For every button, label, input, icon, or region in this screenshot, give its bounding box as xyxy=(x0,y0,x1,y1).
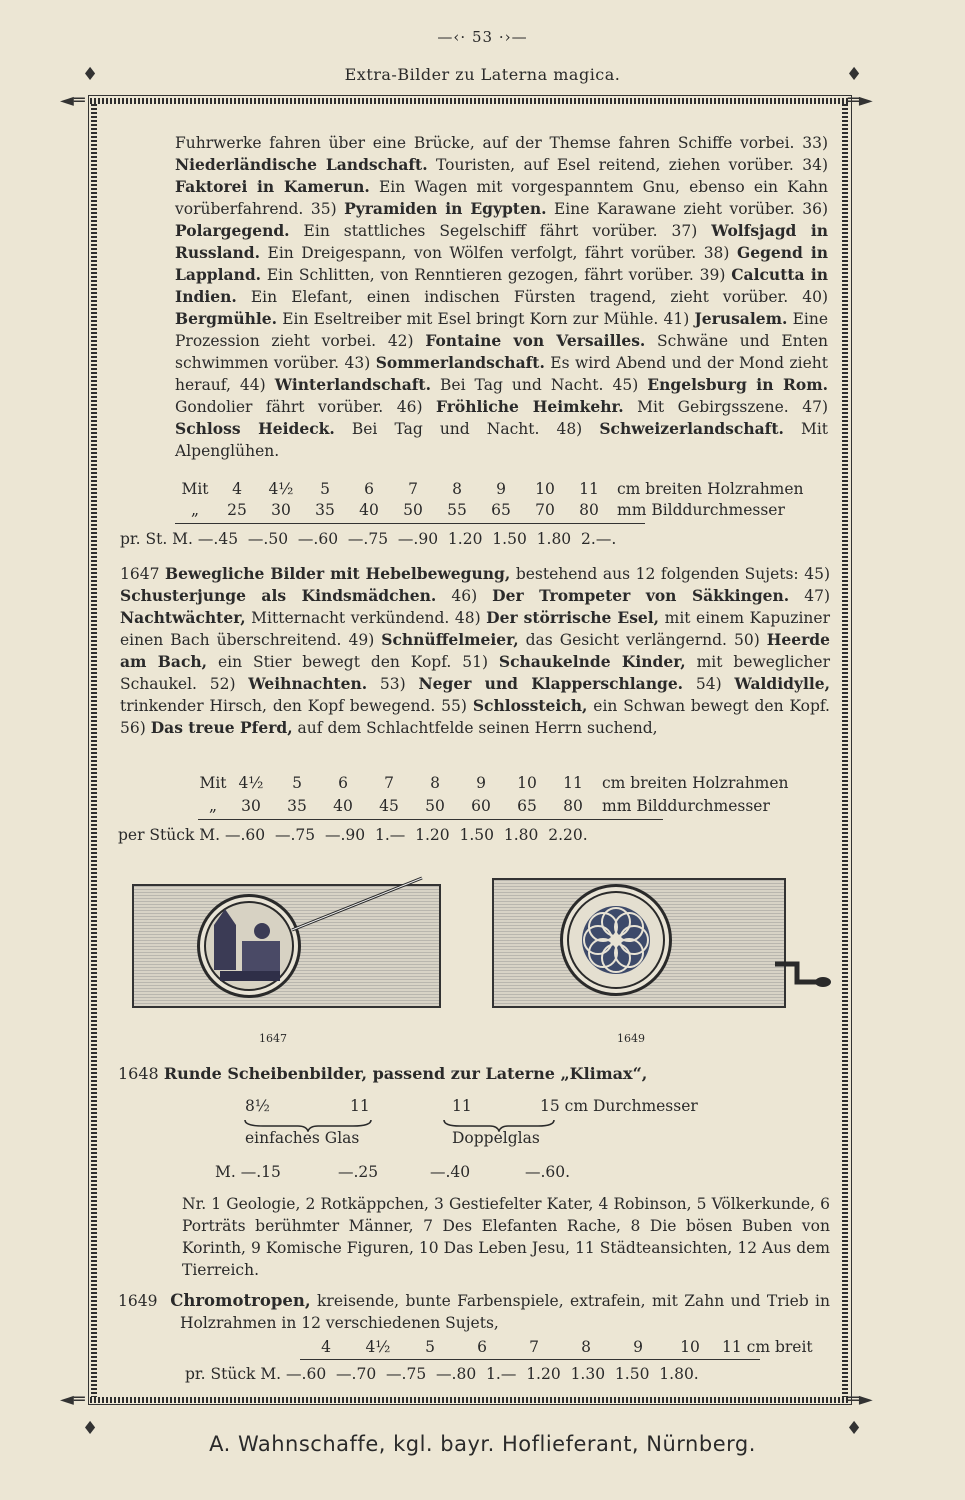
section-1648-heading xyxy=(118,1064,647,1083)
row-value: 8 xyxy=(452,480,462,498)
corner-ornament-top-right-icon: ═► xyxy=(848,90,873,111)
row-value: 11 xyxy=(579,480,599,498)
row-value: 50 xyxy=(425,797,445,815)
row-value: 60 xyxy=(471,797,491,815)
section-1649-title: Chromotropen, xyxy=(170,1291,311,1310)
section-1646 xyxy=(175,132,828,462)
right-rail xyxy=(842,104,848,1397)
figure-1647-caption: 1647 xyxy=(259,1032,287,1045)
section-1649-text xyxy=(118,1290,830,1334)
item-title: Nachtwächter, xyxy=(120,608,246,627)
size-3: 11 xyxy=(452,1097,472,1115)
row-value: 7 xyxy=(384,774,394,792)
item-text: 54) xyxy=(683,675,735,693)
item-title: Schlossteich, xyxy=(472,696,588,715)
item-text: Bei Tag und Nacht. 45) xyxy=(430,376,648,394)
section-1647-rule xyxy=(198,819,663,820)
section-1649-size-row xyxy=(300,1336,840,1358)
item-title: Der störrische Esel, xyxy=(486,608,660,627)
row-value: 4½ xyxy=(365,1338,391,1356)
row-value: 9 xyxy=(496,480,506,498)
row-suffix: cm breiten Holzrahmen xyxy=(617,480,804,498)
row-suffix: mm Bilddurchmesser xyxy=(602,797,770,815)
section-1647-price-line: per Stück M. —.60 —.75 —.90 1.— 1.20 1.50 1.80 2.20. xyxy=(118,826,588,844)
row-value: 9 xyxy=(476,774,486,792)
price-4: —.60. xyxy=(525,1163,571,1181)
row-value: 4 xyxy=(232,480,242,498)
top-rail xyxy=(90,98,848,104)
row-value: 4½ xyxy=(268,480,294,498)
item-title: Neger und Klapperschlange. xyxy=(418,674,684,693)
item-text: Gondolier fährt vorüber. 46) xyxy=(175,398,436,416)
item-text: 46) xyxy=(436,587,493,605)
row-value: 6 xyxy=(338,774,348,792)
item-text: das Gesicht verlängernd. 50) xyxy=(518,631,767,649)
item-text: Ein Wagen mit vorgespanntem Gnu, ebenso ein Kahn vorüberfahrend. 35) xyxy=(175,178,828,218)
row-value: 6 xyxy=(364,480,374,498)
section-1648-description: Nr. 1 Geologie, 2 Rotkäppchen, 3 Gestiefelter Kater, 4 Robinson, 5 Völkerkunde, 6 Porträts berühmter Männer, 7 Des Elefanten Rache, 8 Die bösen Buben von Korinth, 9 Komische Figuren, 10 Das Leben Jesu, 11 Städteansichten, 12 Aus dem Tierreich. xyxy=(182,1195,830,1279)
row-suffix: 11 cm breit xyxy=(722,1338,813,1356)
item-title: Schaukelnde Kinder, xyxy=(498,652,686,671)
row-value: 30 xyxy=(241,797,261,815)
figure-1649-disc xyxy=(560,884,672,996)
item-text: mit einem Kapuziner einen Bach überschreitend. 49) xyxy=(120,609,830,649)
item-title: Schloss Heideck. xyxy=(175,419,335,438)
corner-ornament-bottom-right-icon: ═► xyxy=(848,1389,873,1410)
section-1647-diameter-row xyxy=(198,795,838,817)
row-value: 65 xyxy=(517,797,537,815)
section-1648-title: Runde Scheibenbilder, passend zur Laterne „Klimax“, xyxy=(163,1064,648,1083)
section-1649-number: 1649 xyxy=(118,1292,158,1310)
running-head: Extra-Bilder zu Laterna magica. xyxy=(344,65,621,84)
size-1: 8½ xyxy=(245,1097,270,1115)
item-text: bestehend aus 12 folgenden Sujets: 45) xyxy=(510,565,830,583)
section-1649-rule xyxy=(300,1359,760,1360)
item-text: Touristen, auf Esel reitend, ziehen vorüber. 34) xyxy=(427,156,828,174)
row-value: 10 xyxy=(535,480,555,498)
row-value: 4½ xyxy=(238,774,264,792)
row-suffix: cm breiten Holzrahmen xyxy=(602,774,789,792)
row-value: 35 xyxy=(315,501,335,519)
item-text: Ein Dreigespann, von Wölfen verfolgt, fährt vorüber. 38) xyxy=(260,244,737,262)
section-1646-price-line: pr. St. M. —.45 —.50 —.60 —.75 —.90 1.20 1.50 1.80 2.—. xyxy=(120,530,617,548)
item-text: trinkender Hirsch, den Kopf bewegend. 55) xyxy=(120,697,473,715)
item-text: ein Schwan bewegt den Kopf. 56) xyxy=(120,697,830,737)
item-title: Der Trompeter von Säkkingen. xyxy=(492,586,790,605)
row-value: 7 xyxy=(408,480,418,498)
item-title: Bewegliche Bilder mit Hebelbewegung, xyxy=(165,564,511,583)
figure-1649 xyxy=(492,872,832,1045)
item-title: Das treue Pferd, xyxy=(150,718,293,737)
row-value: 55 xyxy=(447,501,467,519)
size-2: 11 xyxy=(350,1097,370,1115)
item-text: 53) xyxy=(367,675,419,693)
section-1646-rule xyxy=(175,523,645,524)
row-value: 50 xyxy=(403,501,423,519)
row-value: 30 xyxy=(271,501,291,519)
row-suffix: mm Bilddurchmesser xyxy=(617,501,785,519)
row-value: 70 xyxy=(535,501,555,519)
bottom-rail xyxy=(90,1397,848,1403)
item-title: Polargegend. xyxy=(175,221,290,240)
row-prefix: Mit xyxy=(199,774,227,792)
group-label-doppelglas: Doppelglas xyxy=(452,1129,540,1147)
size-4: 15 cm Durchmesser xyxy=(540,1097,698,1115)
chromotrope-rosette-icon xyxy=(563,887,669,993)
row-value: 4 xyxy=(321,1338,331,1356)
item-title: Wolfsjagd in Russland. xyxy=(175,221,828,262)
item-title: Bergmühle. xyxy=(175,309,278,328)
item-title: Faktorei in Kamerun. xyxy=(175,177,370,196)
row-value: 9 xyxy=(633,1338,643,1356)
crank-handle-icon xyxy=(775,952,835,1012)
price-1: M. —.15 xyxy=(215,1163,281,1181)
item-title: Schweizerlandschaft. xyxy=(599,419,784,438)
finial-top-right-icon: ♦ xyxy=(846,64,863,85)
corner-ornament-bottom-left-icon: ◄═ xyxy=(60,1389,85,1410)
item-title: Niederländische Landschaft. xyxy=(175,155,428,174)
item-text: auf dem Schlachtfelde seinen Herrn suchend, xyxy=(292,719,658,737)
item-text: 47) xyxy=(789,587,830,605)
row-prefix: Mit xyxy=(181,480,209,498)
row-value: 5 xyxy=(292,774,302,792)
item-title: Fröhliche Heimkehr. xyxy=(435,397,624,416)
page-number: —‹· 53 ·›— xyxy=(437,28,528,46)
price-2: —.25 xyxy=(338,1163,379,1181)
row-value: 5 xyxy=(425,1338,435,1356)
section-1646-frame-row xyxy=(175,478,835,500)
item-text: Bei Tag und Nacht. 48) xyxy=(334,420,600,438)
item-title: Fontaine von Versailles. xyxy=(425,331,646,350)
section-1649-description: kreisende, bunte Farbenspiele, extrafein, mit Zahn und Trieb in Holzrahmen in 12 verschiedenen Sujets, xyxy=(180,1292,831,1332)
item-title: Waldidylle, xyxy=(734,674,831,693)
section-1649 xyxy=(118,1290,830,1334)
row-value: 5 xyxy=(320,480,330,498)
section-1647 xyxy=(120,563,830,739)
row-value: 80 xyxy=(579,501,599,519)
figure-1647 xyxy=(132,872,442,1045)
row-value: 8 xyxy=(430,774,440,792)
item-text: Ein Elefant, einen indischen Fürsten tragend, zieht vorüber. 40) xyxy=(236,288,828,306)
left-rail xyxy=(91,104,97,1397)
item-text: Fuhrwerke fahren über eine Brücke, auf der Themse fahren Schiffe vorbei. 33) xyxy=(175,134,828,152)
item-title: Schusterjunge als Kindsmädchen. xyxy=(120,586,437,605)
item-text: Ein Eseltreiber mit Esel bringt Korn zur Mühle. 41) xyxy=(277,310,695,328)
item-title: Pyramiden in Egypten. xyxy=(344,199,547,218)
item-title: Heerde am Bach, xyxy=(120,630,830,671)
row-value: 7 xyxy=(529,1338,539,1356)
section-1646-text xyxy=(175,132,828,462)
item-text: Schwäne und Enten schwimmen vorüber. 43) xyxy=(175,332,829,372)
row-value: 35 xyxy=(287,797,307,815)
row-prefix: „ xyxy=(208,797,218,815)
finial-top-left-icon: ♦ xyxy=(82,64,99,85)
section-1648-number: 1648 xyxy=(118,1064,159,1083)
item-text: Eine Prozession zieht vorbei. 42) xyxy=(175,310,828,350)
page-number-value: 53 xyxy=(471,28,494,46)
row-value: 10 xyxy=(517,774,537,792)
item-text: mit beweglicher Schaukel. 52) xyxy=(120,653,830,693)
footer-publisher: A. Wahnschaffe, kgl. bayr. Hoflieferant, Nürnberg. xyxy=(209,1432,756,1456)
item-text: Ein stattliches Segelschiff fährt vorüber. 37) xyxy=(289,222,712,240)
item-text: Es wird Abend und der Mond zieht herauf, 44) xyxy=(175,354,829,394)
item-title: Weihnachten. xyxy=(248,674,368,693)
item-title: Sommerlandschaft. xyxy=(375,353,545,372)
row-value: 80 xyxy=(563,797,583,815)
item-title: Jerusalem. xyxy=(694,309,788,328)
item-title: Engelsburg in Rom. xyxy=(647,375,828,394)
row-value: 11 xyxy=(563,774,583,792)
item-text: Mitternacht verkündend. 48) xyxy=(245,609,487,627)
section-1646-diameter-row xyxy=(175,499,835,521)
item-title: Gegend in Lappland. xyxy=(175,243,828,284)
item-text: Ein Schlitten, von Renntieren gezogen, fährt vorüber. 39) xyxy=(261,266,732,284)
item-title: Calcutta in Indien. xyxy=(175,265,828,306)
item-text: Mit Gebirgsszene. 47) xyxy=(623,398,828,416)
section-1647-frame-row xyxy=(198,772,838,794)
section-1647-text xyxy=(120,563,830,739)
item-title: Schnüffelmeier, xyxy=(381,630,519,649)
row-value: 40 xyxy=(359,501,379,519)
entry-number: 1647 xyxy=(120,565,166,583)
row-value: 10 xyxy=(680,1338,700,1356)
row-prefix: „ xyxy=(190,501,200,519)
item-title: Winterlandschaft. xyxy=(274,375,431,394)
finial-bottom-right-icon: ♦ xyxy=(846,1418,863,1439)
row-value: 8 xyxy=(581,1338,591,1356)
item-text: ein Stier bewegt den Kopf. 51) xyxy=(207,653,499,671)
row-value: 6 xyxy=(477,1338,487,1356)
row-value: 45 xyxy=(379,797,399,815)
row-value: 65 xyxy=(491,501,511,519)
row-value: 25 xyxy=(227,501,247,519)
row-value: 40 xyxy=(333,797,353,815)
price-3: —.40 xyxy=(430,1163,471,1181)
corner-ornament-top-left-icon: ◄═ xyxy=(60,90,85,111)
item-text: Eine Karawane zieht vorüber. 36) xyxy=(546,200,828,218)
section-1649-price-line: pr. Stück M. —.60 —.70 —.75 —.80 1.— 1.20 1.30 1.50 1.80. xyxy=(185,1365,699,1383)
group-label-einfaches-glas: einfaches Glas xyxy=(245,1129,360,1147)
finial-bottom-left-icon: ♦ xyxy=(82,1418,99,1439)
figure-1649-caption: 1649 xyxy=(617,1032,645,1045)
item-text: Mit Alpenglühen. xyxy=(175,420,828,460)
